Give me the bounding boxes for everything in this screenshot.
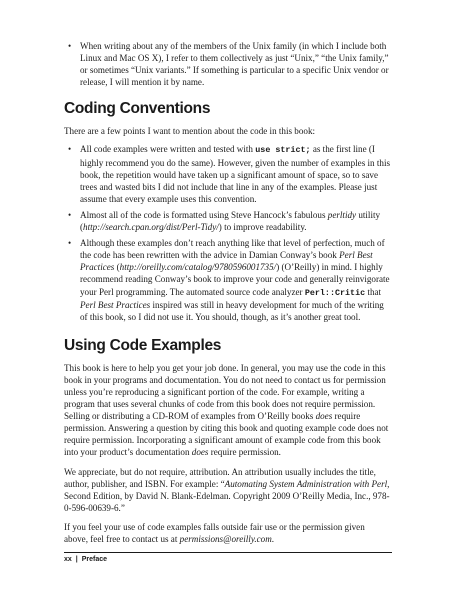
text-run: that [365, 286, 382, 297]
perltidy-url-link[interactable]: http://search.cpan.org/dist/Perl-Tidy/ [83, 222, 219, 233]
unix-bullet-list [64, 40, 390, 88]
unix-family-text: When writing about any of the members of the Unix family (in which I include both Linux and Mac OS X), I refer to them collectively as just “Unix,” “the Unix family,” or sometimes “Unix variants.” If something is particular to a specific Unix vendor or release, I will mention it by name. [80, 41, 389, 88]
text-run: ) (O’Reilly) in mind. I highly recommend reading Conway’s book to improve your code and generally reinvigorate your Perl programming. The automated source code analyzer [80, 262, 390, 297]
page-number: xx [64, 556, 72, 563]
footer-separator: | [75, 556, 78, 563]
coding-bullet-list [64, 143, 390, 322]
footer-text [64, 556, 392, 563]
bullet-icon: • [68, 238, 72, 249]
text-run: as the first line (I highly recommend you do the same). However, given the number of examples in this book, the repetition would have taken up a significant amount of space, so to save trees and wasted bits I did not include that line in any of the examples. Please just assume that every example uses this convention. [80, 144, 391, 204]
book-title: Perl Best Practices [80, 250, 373, 273]
using-code-examples-heading: Using Code Examples [64, 336, 222, 354]
list-item [64, 209, 390, 233]
code-perl-critic: Perl::Critic [304, 287, 366, 298]
list-item [64, 237, 390, 323]
coding-conventions-heading: Coding Conventions [64, 100, 211, 118]
text-run: All code examples were written and tested with [80, 144, 256, 155]
attribution-paragraph [64, 466, 390, 514]
bullet-icon: • [68, 209, 72, 220]
text-run: ( [114, 262, 120, 273]
text-run: This book is here to help you get your job done. In general, you may use the code in this book in your programs and documentation. You do not need to contact us for permission unless you’re reproducing a significant portion of the code. For example, writing a program that uses several chunks of code from this book does not require permission. Selling or distributing a CD-ROM of examples from O’Reilly books [64, 362, 386, 422]
text-run: Although these examples don’t reach anything like that level of perfection, much of the code has been rewritten with the advice in Damian Conway’s book [80, 238, 385, 261]
text-run: utility ( [80, 209, 381, 233]
text-run: inspired was still in heavy development for much of the writing of this book, so I did not use it. You should, though, as it’s another great tool. [80, 299, 384, 322]
bullet-icon: • [68, 41, 72, 51]
list-item [64, 40, 390, 88]
footer-rule [64, 552, 392, 553]
page-footer [64, 552, 392, 563]
coding-intro: There are a few points I want to mention about the code in this book: [64, 126, 316, 137]
text-run: . [271, 534, 275, 544]
perltidy-term: perltidy [327, 209, 357, 220]
text-run: Almost all of the code is formatted using Steve Hancock’s fabulous [80, 209, 328, 220]
text-run: We appreciate, but do not require, attribution. An attribution usually includes the title, author, publisher, and ISBN. For example: “ [64, 466, 376, 489]
emphasis-does: does [191, 447, 209, 458]
permissions-paragraph [64, 362, 390, 459]
contact-paragraph [64, 521, 390, 545]
text-run: require permission. [208, 447, 281, 458]
permissions-email-link[interactable]: permissions@oreilly.com [179, 534, 272, 544]
section-name: Preface [81, 556, 108, 563]
book-title: Automating System Administration with Perl [224, 478, 388, 489]
code-use-strict: use strict; [255, 145, 311, 156]
catalog-url-link[interactable]: http://oreilly.com/catalog/9780596001735/ [119, 262, 277, 273]
emphasis-does: does [315, 411, 333, 422]
text-run: require permission. Answering a question by citing this book and quoting example code does not require permission. Incorporating a significant amount of example code from this book into your product’s documentation [64, 411, 389, 458]
text-run: If you feel your use of code examples falls outside fair use or the permission given above, feel free to contact us at [64, 521, 365, 544]
list-item [64, 143, 390, 204]
bullet-icon: • [68, 144, 72, 155]
text-run: ) to improve readability. [218, 222, 307, 233]
page-content [64, 40, 390, 545]
text-run: , Second Edition, by David N. Blank-Edelman. Copyright 2009 O’Reilly Media, Inc., 978-0-596-00639-6.” [64, 478, 390, 513]
book-title: Perl Best Practices [80, 299, 151, 310]
